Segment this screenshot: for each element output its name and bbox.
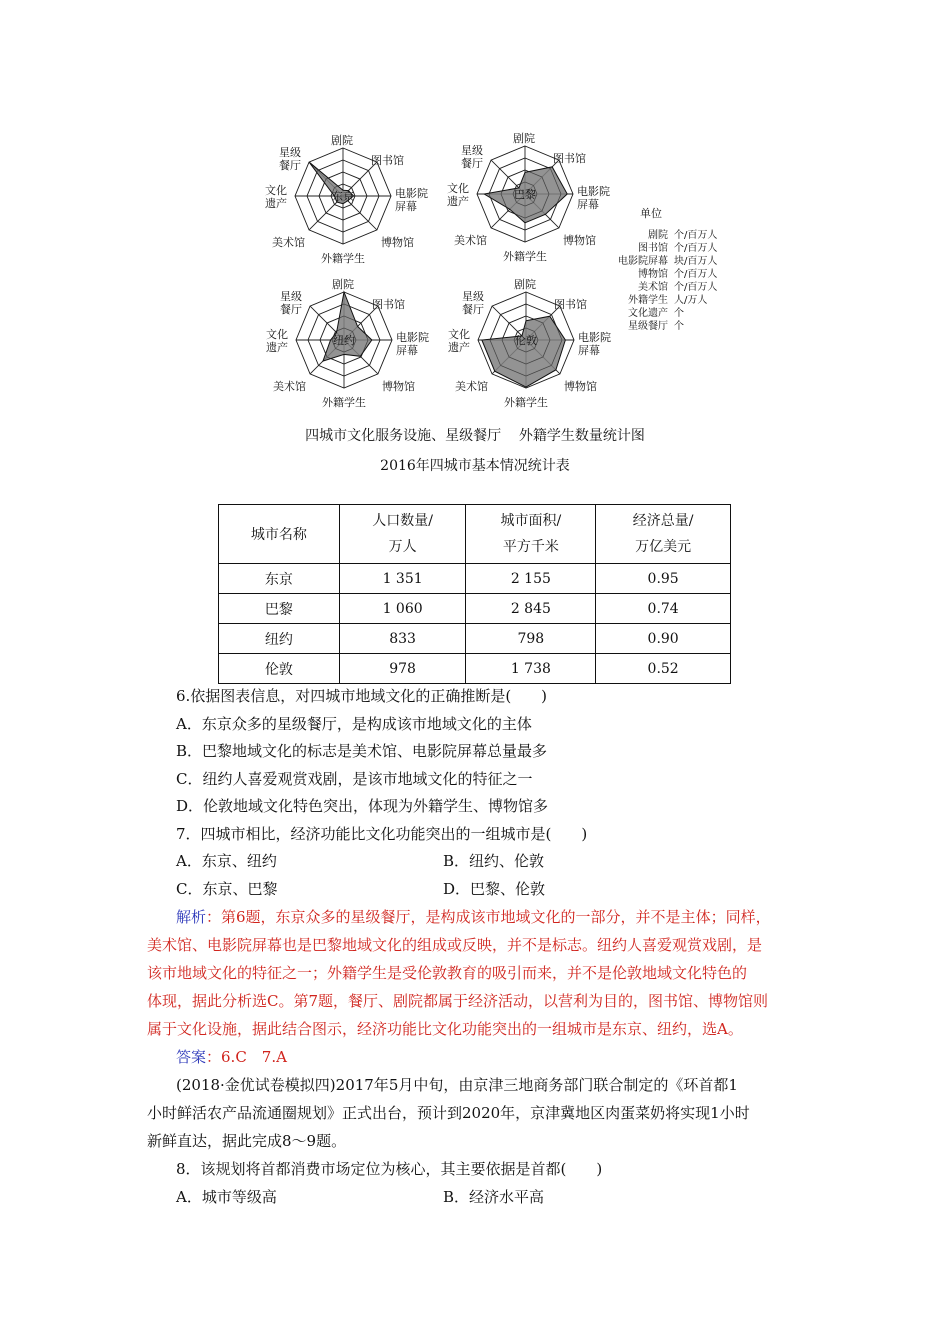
header-area: 城市面积/ 平方千米 (466, 505, 596, 564)
table-row (219, 594, 731, 624)
unit-legend-row (602, 242, 717, 255)
radar-axis-label: 图书馆 (371, 154, 404, 167)
q7-option-b: B．纽约、伦敦 (443, 852, 545, 870)
cell-area: 2 155 (466, 564, 596, 594)
radar-city-name: 伦敦 (515, 334, 537, 347)
radar-city-name: 东京 (332, 190, 354, 203)
unit-legend-item-unit: 个/百万人 (674, 282, 718, 293)
analysis-label: 解析 (176, 908, 207, 926)
cell-area: 1 738 (466, 654, 596, 684)
header-city: 城市名称 (219, 505, 340, 564)
radar-axis-label: 美术馆 (273, 380, 306, 393)
radar-axis-label: 星级 (461, 144, 483, 157)
radar-axis-label: 星级 (279, 146, 301, 159)
q6-option-a: A．东京众多的星级餐厅，是构成该市地域文化的主体 (176, 715, 532, 733)
unit-legend-row (602, 320, 717, 333)
radar-charts (0, 0, 950, 420)
unit-legend-item-name: 星级餐厅 (628, 321, 668, 332)
radar-axis-label: 遗产 (447, 195, 469, 208)
radar-axis-label: 剧院 (332, 278, 354, 291)
unit-legend-item-name: 博物馆 (638, 269, 668, 280)
cell-population: 833 (339, 624, 466, 654)
unit-legend-row (602, 294, 717, 307)
q7-option-a: A．东京、纽约 (176, 852, 277, 870)
radar-chart (448, 277, 611, 409)
unit-legend-title: 单位 (640, 207, 662, 220)
radar-axis-label: 美术馆 (272, 236, 305, 249)
radar-axis-label: 外籍学生 (503, 250, 547, 263)
radar-city-name: 纽约 (333, 334, 355, 347)
cell-city: 伦敦 (219, 654, 340, 684)
unit-legend-row (602, 281, 717, 294)
intro-line-3: 新鲜直达，据此完成8～9题。 (147, 1132, 347, 1150)
table-header-row (219, 505, 731, 564)
radar-axis-label: 餐厅 (461, 157, 483, 170)
q6-option-b: B．巴黎地域文化的标志是美术馆、电影院屏幕总量最多 (176, 742, 548, 760)
q7-option-d: D．巴黎、伦敦 (443, 880, 546, 898)
radar-axis-label: 美术馆 (454, 234, 487, 247)
radar-axis-label: 剧院 (514, 278, 536, 291)
analysis-line-3: 该市地域文化的特征之一；外籍学生是受伦敦教育的吸引而来，并不是伦敦地域文化特色的 (147, 964, 748, 982)
radar-city-name: 巴黎 (514, 188, 536, 201)
radar-axis-label: 遗产 (266, 341, 288, 354)
radar-axis-label: 图书馆 (372, 298, 405, 311)
radar-chart (265, 133, 428, 265)
unit-legend-item-name: 剧院 (648, 230, 668, 241)
intro-line-2: 小时鲜活农产品流通圈规划》正式出台，预计到2020年，京津冀地区肉蛋菜奶将实现1小时 (147, 1104, 750, 1122)
unit-legend-item-unit: 个/百万人 (674, 269, 718, 280)
radar-axis-label: 外籍学生 (322, 396, 366, 409)
unit-legend-item-name: 电影院屏幕 (618, 256, 668, 267)
unit-legend-item-name: 美术馆 (638, 282, 668, 293)
radar-axis-label: 星级 (280, 290, 302, 303)
radar-axis-label: 文化 (448, 328, 470, 341)
q8-stem: 8．该规划将首都消费市场定位为核心，其主要依据是首都( ) (176, 1160, 603, 1178)
unit-legend-item-unit: 块/百万人 (674, 256, 718, 267)
radar-axis-label: 外籍学生 (504, 396, 548, 409)
radar-axis-label: 文化 (266, 328, 288, 341)
cell-economy: 0.95 (596, 564, 731, 594)
unit-legend-row (602, 229, 717, 242)
cell-city: 东京 (219, 564, 340, 594)
cell-population: 978 (339, 654, 466, 684)
radar-axis-label: 电影院 (396, 331, 429, 344)
table-row (219, 624, 731, 654)
radar-axis-label: 屏幕 (577, 198, 599, 211)
radar-axis-label: 电影院 (395, 187, 428, 200)
radar-axis-label: 博物馆 (564, 380, 597, 393)
unit-legend-item-unit: 个 (674, 321, 684, 332)
q6-option-d: D．伦敦地域文化特色突出，体现为外籍学生、博物馆多 (176, 797, 549, 815)
q6-option-c: C．纽约人喜爱观赏戏剧，是该市地域文化的特征之一 (176, 770, 533, 788)
radar-axis-label: 外籍学生 (321, 252, 365, 265)
cell-population: 1 060 (339, 594, 466, 624)
radar-axis-label: 博物馆 (563, 234, 596, 247)
analysis-line-4: 体现，据此分析选C。第7题，餐厅、剧院都属于经济活动，以营利为目的，图书馆、博物馆则 (147, 992, 769, 1010)
cell-area: 2 845 (466, 594, 596, 624)
unit-legend-item-unit: 个/百万人 (674, 230, 718, 241)
q7-stem: 7．四城市相比，经济功能比文化功能突出的一组城市是( ) (176, 825, 588, 843)
header-population: 人口数量/ 万人 (339, 505, 466, 564)
radar-chart (266, 277, 429, 409)
q7-option-c: C．东京、巴黎 (176, 880, 278, 898)
cell-economy: 0.90 (596, 624, 731, 654)
cell-economy: 0.52 (596, 654, 731, 684)
unit-legend-item-name: 文化遗产 (628, 308, 668, 319)
answer-label: 答案 (176, 1048, 207, 1066)
q8-option-a: A．城市等级高 (176, 1188, 277, 1206)
table-row (219, 564, 731, 594)
unit-legend-item-unit: 人/万人 (674, 295, 708, 306)
radar-axis-label: 文化 (265, 184, 287, 197)
radar-axis-label: 屏幕 (395, 200, 417, 213)
radar-axis-label: 文化 (447, 182, 469, 195)
radar-axis-label: 遗产 (448, 341, 470, 354)
radar-chart (447, 131, 610, 263)
radar-axis-label: 美术馆 (455, 380, 488, 393)
radar-axis-label: 剧院 (331, 134, 353, 147)
analysis-line-2: 美术馆、电影院屏幕也是巴黎地域文化的组成或反映，并不是标志。纽约人喜爱观赏戏剧，是 (147, 936, 763, 954)
figure-caption: 四城市文化服务设施、星级餐厅 外籍学生数量统计图 (305, 428, 645, 444)
radar-axis-label: 餐厅 (280, 303, 302, 316)
table-row (219, 654, 731, 684)
radar-axis-label: 博物馆 (381, 236, 414, 249)
intro-line-1: (2018·金优试卷模拟四)2017年5月中旬，由京津三地商务部门联合制定的《环首都1 (176, 1076, 738, 1094)
unit-legend-item-unit: 个/百万人 (674, 243, 718, 254)
analysis-line-5: 属于文化设施，据此结合图示，经济功能比文化功能突出的一组城市是东京、纽约，选A。 (147, 1020, 743, 1038)
radar-axis-label: 屏幕 (396, 344, 418, 357)
unit-legend-item-name: 外籍学生 (628, 295, 668, 306)
radar-axis-label: 电影院 (578, 331, 611, 344)
cell-area: 798 (466, 624, 596, 654)
radar-axis-label: 星级 (462, 290, 484, 303)
unit-legend-row (602, 307, 717, 320)
unit-legend-item-unit: 个 (674, 308, 684, 319)
cell-population: 1 351 (339, 564, 466, 594)
analysis-line-1: 解析：第6题，东京众多的星级餐厅，是构成该市地域文化的一部分，并不是主体；同样， (176, 908, 771, 926)
q6-stem: 6.依据图表信息，对四城市地域文化的正确推断是( ) (176, 687, 548, 705)
table-caption: 2016年四城市基本情况统计表 (380, 458, 570, 474)
cell-city: 纽约 (219, 624, 340, 654)
radar-axis-label: 餐厅 (279, 159, 301, 172)
city-stats-table (218, 504, 731, 684)
radar-axis-label: 剧院 (513, 132, 535, 145)
radar-axis-label: 电影院 (577, 185, 610, 198)
radar-axis-label: 屏幕 (578, 344, 600, 357)
header-economy: 经济总量/ 万亿美元 (596, 505, 731, 564)
unit-legend-row (602, 268, 717, 281)
unit-legend-item-name: 图书馆 (638, 243, 668, 254)
radar-axis-label: 遗产 (265, 197, 287, 210)
unit-legend (602, 229, 717, 333)
cell-economy: 0.74 (596, 594, 731, 624)
radar-axis-label: 图书馆 (553, 152, 586, 165)
unit-legend-row (602, 255, 717, 268)
radar-axis-label: 图书馆 (554, 298, 587, 311)
answer-line: 答案：6.C 7.A (176, 1048, 287, 1066)
cell-city: 巴黎 (219, 594, 340, 624)
q8-option-b: B．经济水平高 (443, 1188, 545, 1206)
radar-axis-label: 餐厅 (462, 303, 484, 316)
radar-axis-label: 博物馆 (382, 380, 415, 393)
